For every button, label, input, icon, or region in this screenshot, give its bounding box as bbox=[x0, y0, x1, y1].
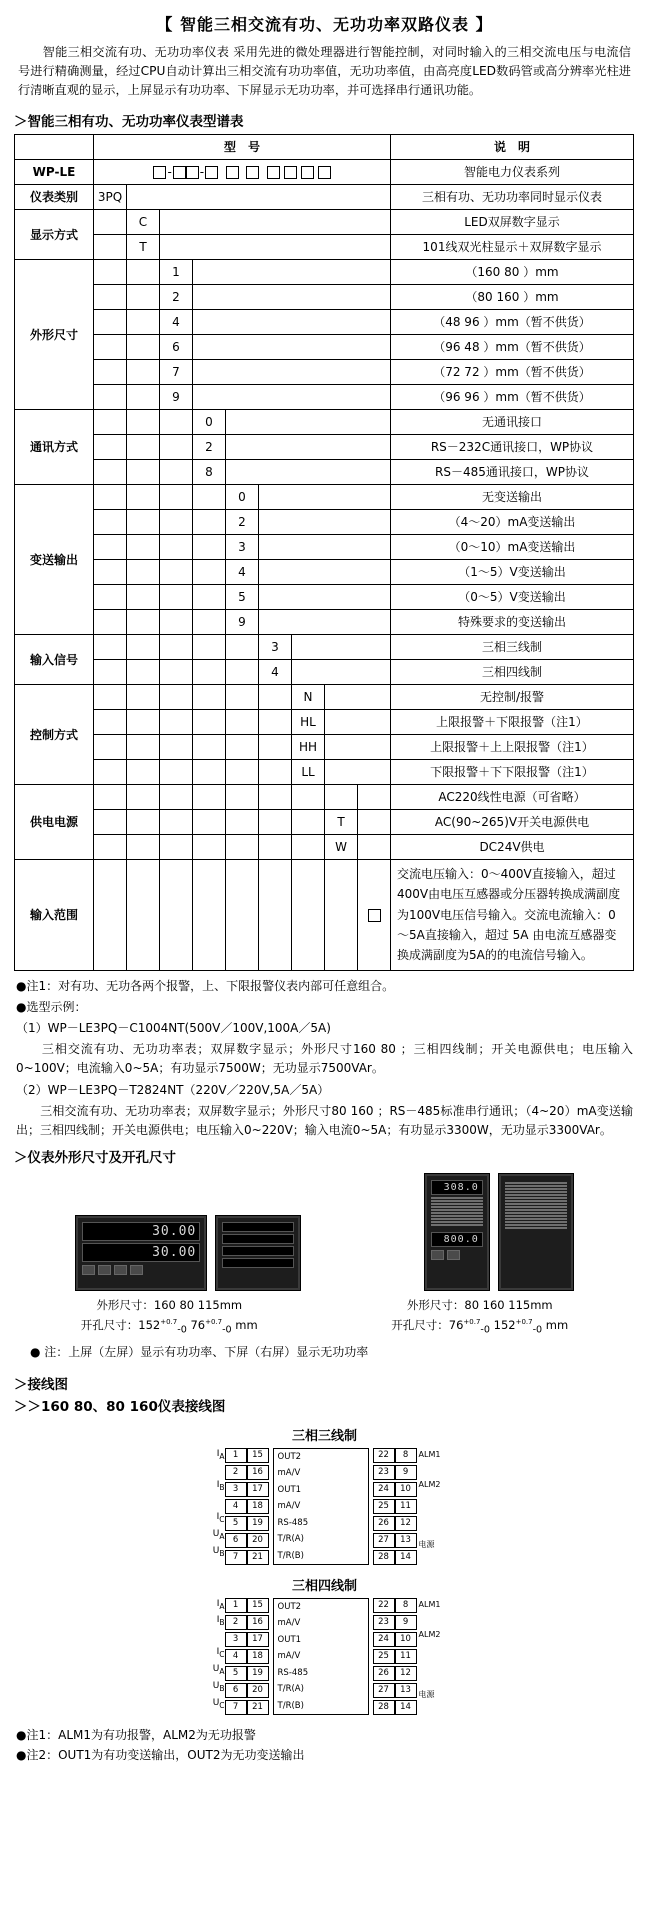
table-header-row bbox=[15, 134, 634, 159]
terminal: 2 bbox=[225, 1615, 247, 1630]
table-row bbox=[15, 509, 634, 534]
terminal-col-1 bbox=[225, 1598, 247, 1715]
table-row bbox=[15, 434, 634, 459]
table-row bbox=[15, 659, 634, 684]
ma-v-label-2: mA/V bbox=[277, 1651, 301, 1662]
row-desc: RS－485通讯接口，WP协议 bbox=[391, 459, 634, 484]
terminal: 13 bbox=[395, 1533, 417, 1548]
row-desc: （4～20）mA变送输出 bbox=[391, 509, 634, 534]
terminal: 26 bbox=[373, 1666, 395, 1681]
terminal: 10 bbox=[395, 1632, 417, 1647]
row-code: 4 bbox=[259, 659, 292, 684]
terminal: 6 bbox=[225, 1533, 247, 1548]
terminal: 23 bbox=[373, 1615, 395, 1630]
rs485-label: RS-485 bbox=[277, 1667, 309, 1678]
row-code: 3 bbox=[259, 634, 292, 659]
terminal: 22 bbox=[373, 1448, 395, 1463]
row-code bbox=[358, 859, 391, 970]
right-caption-col bbox=[417, 1448, 441, 1565]
row-desc: 特殊要求的变送输出 bbox=[391, 609, 634, 634]
out2-label: OUT2 bbox=[277, 1601, 302, 1612]
row-desc: （80 160 ）mm bbox=[391, 284, 634, 309]
row-label: 变送输出 bbox=[15, 484, 94, 634]
row-label: 仪表类别 bbox=[15, 184, 94, 209]
row-label: 通讯方式 bbox=[15, 409, 94, 484]
blank-cap bbox=[417, 1463, 441, 1476]
terminal-caption: $U_B$ bbox=[212, 1545, 225, 1558]
terminal-strip bbox=[222, 1222, 294, 1232]
meter-rear-view bbox=[216, 1216, 300, 1290]
tr-a-label: T/R(A) bbox=[277, 1534, 304, 1545]
terminal: 27 bbox=[373, 1533, 395, 1548]
row-code: 8 bbox=[193, 459, 226, 484]
terminal: 16 bbox=[247, 1615, 269, 1630]
terminal-col-3 bbox=[373, 1598, 395, 1715]
table-row bbox=[15, 384, 634, 409]
lcd-bottom: 30.00 bbox=[82, 1243, 200, 1262]
terminal: 20 bbox=[247, 1533, 269, 1548]
terminal: 5 bbox=[225, 1516, 247, 1531]
panel-button bbox=[130, 1265, 143, 1275]
row-code: 9 bbox=[226, 609, 259, 634]
row-desc: （96 48 ）mm（暂不供货） bbox=[391, 334, 634, 359]
left-caption-col bbox=[209, 1598, 225, 1715]
row-code: 0 bbox=[226, 484, 259, 509]
panel-button bbox=[431, 1250, 444, 1260]
terminal-caption bbox=[209, 1464, 225, 1477]
wiring-diagram-4wire bbox=[0, 1598, 649, 1715]
ma-v-label: mA/V bbox=[277, 1468, 301, 1479]
diagram-2-title: 三相四线制 bbox=[291, 1578, 357, 1594]
rs485-label: RS-485 bbox=[277, 1517, 309, 1528]
terminal: 24 bbox=[373, 1632, 395, 1647]
section-1-heading: ＞智能三相有功、无功功率仪表型谱表 bbox=[14, 113, 244, 130]
table-row bbox=[15, 259, 634, 284]
table-row bbox=[15, 359, 634, 384]
row-desc: 三相三线制 bbox=[391, 634, 634, 659]
row-desc: （160 80 ）mm bbox=[391, 259, 634, 284]
terminal: 19 bbox=[247, 1666, 269, 1681]
blank-cap bbox=[417, 1643, 441, 1656]
terminal: 13 bbox=[395, 1683, 417, 1698]
row-desc: AC(90~265)V开关电源供电 bbox=[391, 809, 634, 834]
note-line: 三相交流有功、无功功率表；双屏数字显示；外形尺寸80 160 ；RS－485标准串行通讯；（4~20）mA变送输出；三相四线制；开关电源供电；电压输入0~220V；输入电流0~5A；有功显示3300W，无功显示3300VAr。 bbox=[16, 1103, 633, 1137]
row-desc: 无通讯接口 bbox=[391, 409, 634, 434]
panel-button bbox=[82, 1265, 95, 1275]
row-code: 4 bbox=[160, 309, 193, 334]
wiring-diagram-3wire bbox=[0, 1448, 649, 1565]
row-desc: 上限报警＋上上限报警（注1） bbox=[391, 734, 634, 759]
terminal-caption: $U_C$ bbox=[212, 1697, 225, 1710]
table-row bbox=[15, 609, 634, 634]
row-desc: 下限报警＋下下限报警（注1） bbox=[391, 759, 634, 784]
row-label: WP-LE bbox=[15, 159, 94, 184]
alm2-label: ALM2 bbox=[418, 1479, 441, 1489]
note-line: （1）WP－LE3PQ－C1004NT(500V／100V,100A／5A) bbox=[16, 1021, 331, 1036]
terminal-strip bbox=[222, 1234, 294, 1244]
ma-v-label: mA/V bbox=[277, 1618, 301, 1629]
terminal: 15 bbox=[247, 1448, 269, 1463]
row-code: 3 bbox=[226, 534, 259, 559]
terminal: 27 bbox=[373, 1683, 395, 1698]
row-code: T bbox=[325, 809, 358, 834]
terminal-col-4 bbox=[395, 1598, 417, 1715]
row-label: 供电电源 bbox=[15, 784, 94, 859]
terminal-col-2 bbox=[247, 1598, 269, 1715]
terminal-caption: $I_B$ bbox=[216, 1480, 225, 1493]
final-note-line: ●注2：OUT1为有功变送输出，OUT2为无功变送输出 bbox=[16, 1748, 305, 1763]
button-row bbox=[431, 1250, 483, 1260]
row-code: 7 bbox=[160, 359, 193, 384]
module-box bbox=[273, 1448, 369, 1565]
terminal: 8 bbox=[395, 1598, 417, 1613]
blank-cap bbox=[417, 1613, 441, 1626]
power-label: 电源 bbox=[418, 1689, 435, 1699]
table-row bbox=[15, 409, 634, 434]
row-desc: 交流电压输入：0～400V直接输入，超过400V由电压互感器或分压器转换成满副度为100V电压信号输入。交流电流输入：0～5A直接输入，超过 5A 由电流互感器变换成满副度为5A的的电流信号输入。 bbox=[391, 859, 634, 970]
table-row bbox=[15, 209, 634, 234]
table-row bbox=[15, 459, 634, 484]
intro-text: 智能三相交流有功、无功功率仪表 采用先进的微处理器进行智能控制，对同时输入的三相交流电压与电流信号进行精确测量，经过CPU自动计算出三相交流有功功率值，无功功率值，由高亮度LED数码管或高分辨率光柱进行清晰直观的显示，上屏显示有功功率、下屏显示无功功率，并可选择串行通讯功能。 bbox=[18, 45, 631, 97]
terminal: 26 bbox=[373, 1516, 395, 1531]
row-code: 0 bbox=[193, 409, 226, 434]
terminal: 17 bbox=[247, 1482, 269, 1497]
row-code: 3PQ bbox=[94, 184, 127, 209]
terminal: 28 bbox=[373, 1550, 395, 1565]
meter-80x160 bbox=[425, 1174, 489, 1290]
table-row bbox=[15, 534, 634, 559]
bargraph-top bbox=[431, 1197, 483, 1226]
diagram-1-title: 三相三线制 bbox=[291, 1428, 357, 1444]
terminal: 16 bbox=[247, 1465, 269, 1480]
dimensions-section bbox=[14, 1174, 635, 1363]
row-code: 9 bbox=[160, 384, 193, 409]
power-label: 电源 bbox=[418, 1539, 435, 1549]
row-code: 2 bbox=[160, 284, 193, 309]
terminal-col-4 bbox=[395, 1448, 417, 1565]
terminal: 9 bbox=[395, 1465, 417, 1480]
row-code: W bbox=[325, 834, 358, 859]
terminal: 3 bbox=[225, 1482, 247, 1497]
blank-cap bbox=[417, 1493, 441, 1506]
terminal: 24 bbox=[373, 1482, 395, 1497]
row-desc: 上限报警＋下限报警（注1） bbox=[391, 709, 634, 734]
lcd-top: 308.0 bbox=[431, 1180, 483, 1195]
terminal: 7 bbox=[225, 1550, 247, 1565]
row-code: C bbox=[127, 209, 160, 234]
terminal-strip bbox=[222, 1258, 294, 1268]
table-row bbox=[15, 309, 634, 334]
terminal: 4 bbox=[225, 1499, 247, 1514]
note-line: ●注1：对有功、无功各两个报警，上、下限报警仪表内部可任意组合。 bbox=[16, 978, 395, 993]
note-line: 三相交流有功、无功功率表；双屏数字显示；外形尺寸160 80 ；三相四线制；开关电源供电；电压输入0~100V；电流输入0~5A；有功显示7500W；无功显示7500VAr。 bbox=[16, 1042, 633, 1076]
terminal: 19 bbox=[247, 1516, 269, 1531]
section-2-heading: ＞仪表外形尺寸及开孔尺寸 bbox=[14, 1150, 176, 1167]
terminal-caption: $I_B$ bbox=[216, 1615, 225, 1628]
dimension-captions bbox=[14, 1296, 635, 1338]
button-row bbox=[82, 1265, 200, 1275]
terminal: 18 bbox=[247, 1499, 269, 1514]
table-row bbox=[15, 684, 634, 709]
terminal: 2 bbox=[225, 1465, 247, 1480]
terminal-rows bbox=[505, 1182, 567, 1229]
note-line: ●选型示例： bbox=[16, 999, 87, 1014]
panel-button bbox=[447, 1250, 460, 1260]
terminal-caption: $I_C$ bbox=[216, 1512, 225, 1525]
row-desc: AC220线性电源（可省略） bbox=[391, 784, 634, 809]
table-row bbox=[15, 484, 634, 509]
terminal: 15 bbox=[247, 1598, 269, 1613]
row-desc: RS－232C通讯接口，WP协议 bbox=[391, 434, 634, 459]
right-outline-dim: 外形尺寸：80 160 115mm bbox=[406, 1298, 553, 1313]
table-row bbox=[15, 284, 634, 309]
final-notes bbox=[16, 1725, 633, 1766]
row-desc: （96 96 ）mm（暂不供货） bbox=[391, 384, 634, 409]
terminal: 17 bbox=[247, 1632, 269, 1647]
row-label: 输入范围 bbox=[15, 859, 94, 970]
terminal: 1 bbox=[225, 1448, 247, 1463]
table-row bbox=[15, 834, 634, 859]
spec-table bbox=[14, 134, 634, 971]
terminal: 9 bbox=[395, 1615, 417, 1630]
table-row bbox=[15, 759, 634, 784]
terminal: 22 bbox=[373, 1598, 395, 1613]
terminal: 14 bbox=[395, 1550, 417, 1565]
terminal-caption: $U_A$ bbox=[212, 1664, 225, 1676]
device-photo-row bbox=[14, 1174, 635, 1290]
terminal: 5 bbox=[225, 1666, 247, 1681]
terminal-caption: $I_A$ bbox=[216, 1448, 225, 1461]
row-code: 4 bbox=[226, 559, 259, 584]
row-code: LL bbox=[292, 759, 325, 784]
note-line: （2）WP－LE3PQ－T2824NT（220V／220V,5A／5A） bbox=[16, 1082, 330, 1097]
intro-paragraph bbox=[18, 43, 631, 100]
table-row bbox=[15, 584, 634, 609]
row-desc: 智能电力仪表系列 bbox=[391, 159, 634, 184]
row-label: 输入信号 bbox=[15, 634, 94, 684]
row-code: 5 bbox=[226, 584, 259, 609]
row-desc: 无控制/报警 bbox=[391, 684, 634, 709]
horizontal-meter-group bbox=[76, 1216, 300, 1290]
terminal-caption: $U_B$ bbox=[212, 1680, 225, 1693]
table-row bbox=[15, 859, 634, 970]
terminal-col-3 bbox=[373, 1448, 395, 1565]
terminal-caption: $I_C$ bbox=[216, 1647, 225, 1660]
row-label: 显示方式 bbox=[15, 209, 94, 259]
row-desc: 三相有功、无功功率同时显示仪表 bbox=[391, 184, 634, 209]
table-row bbox=[15, 184, 634, 209]
terminal: 1 bbox=[225, 1598, 247, 1613]
table-row bbox=[15, 234, 634, 259]
terminal: 21 bbox=[247, 1700, 269, 1715]
row-code: 6 bbox=[160, 334, 193, 359]
terminal: 7 bbox=[225, 1700, 247, 1715]
meter-160x80 bbox=[76, 1216, 206, 1290]
row-code bbox=[325, 784, 358, 809]
table-row bbox=[15, 709, 634, 734]
model-boxes: - - bbox=[94, 159, 391, 184]
vertical-meter-group bbox=[425, 1174, 573, 1290]
row-desc: 三相四线制 bbox=[391, 659, 634, 684]
table-row bbox=[15, 634, 634, 659]
row-code: T bbox=[127, 234, 160, 259]
row-code: 2 bbox=[226, 509, 259, 534]
terminal: 14 bbox=[395, 1700, 417, 1715]
terminal-col-2 bbox=[247, 1448, 269, 1565]
terminal-caption bbox=[209, 1631, 225, 1644]
table-row bbox=[15, 559, 634, 584]
alm2-label: ALM2 bbox=[418, 1629, 441, 1639]
blank-cap bbox=[417, 1508, 441, 1521]
terminal: 4 bbox=[225, 1649, 247, 1664]
row-desc: LED双屏数字显示 bbox=[391, 209, 634, 234]
right-hole-dim: 开孔尺寸：$76^{+0.7}_{-0}$ $152^{+0.7}_{-0}$ mm bbox=[391, 1317, 569, 1336]
ma-v-label-2: mA/V bbox=[277, 1501, 301, 1512]
terminal: 11 bbox=[395, 1499, 417, 1514]
tr-b-label: T/R(B) bbox=[277, 1550, 304, 1561]
section-3-heading: ＞接线图 bbox=[14, 1376, 68, 1393]
row-code: 2 bbox=[193, 434, 226, 459]
row-desc: （0～5）V变送输出 bbox=[391, 584, 634, 609]
terminal: 12 bbox=[395, 1666, 417, 1681]
blank-cap bbox=[417, 1523, 441, 1536]
row-code: 1 bbox=[160, 259, 193, 284]
panel-button bbox=[114, 1265, 127, 1275]
table-row bbox=[15, 784, 634, 809]
section-3-subheading: ＞＞160 80、80 160仪表接线图 bbox=[14, 1398, 226, 1415]
terminal: 8 bbox=[395, 1448, 417, 1463]
terminal: 21 bbox=[247, 1550, 269, 1565]
terminal: 3 bbox=[225, 1632, 247, 1647]
row-desc: （0～10）mA变送输出 bbox=[391, 534, 634, 559]
blank-cap bbox=[417, 1658, 441, 1671]
left-caption-col bbox=[209, 1448, 225, 1565]
terminal: 28 bbox=[373, 1700, 395, 1715]
terminal-caption bbox=[209, 1496, 225, 1509]
blank-cap bbox=[417, 1673, 441, 1686]
table-row bbox=[15, 159, 634, 184]
tr-a-label: T/R(A) bbox=[277, 1684, 304, 1695]
tr-b-label: T/R(B) bbox=[277, 1700, 304, 1711]
row-desc: 101线双光柱显示＋双屏数字显示 bbox=[391, 234, 634, 259]
model-header: 型 号 bbox=[94, 134, 391, 159]
device-note: ● 注：上屏（左屏）显示有功功率、下屏（右屏）显示无功功率 bbox=[30, 1345, 369, 1360]
terminal: 25 bbox=[373, 1499, 395, 1514]
terminal-caption: $U_A$ bbox=[212, 1529, 225, 1541]
module-box bbox=[273, 1598, 369, 1715]
terminal: 18 bbox=[247, 1649, 269, 1664]
row-desc: （1～5）V变送输出 bbox=[391, 559, 634, 584]
left-hole-dim: 开孔尺寸：$152^{+0.7}_{-0}$ $76^{+0.7}_{-0}$ mm bbox=[80, 1317, 258, 1336]
terminal: 23 bbox=[373, 1465, 395, 1480]
terminal-strip bbox=[222, 1246, 294, 1256]
right-caption-col bbox=[417, 1598, 441, 1715]
out1-label: OUT1 bbox=[277, 1634, 302, 1645]
alm1-label: ALM1 bbox=[418, 1449, 441, 1459]
lcd-top: 30.00 bbox=[82, 1222, 200, 1241]
lcd-bottom: 800.0 bbox=[431, 1232, 483, 1247]
row-code: HH bbox=[292, 734, 325, 759]
terminal-caption: $I_A$ bbox=[216, 1598, 225, 1611]
row-label: 外形尺寸 bbox=[15, 259, 94, 409]
terminal: 20 bbox=[247, 1683, 269, 1698]
table-row bbox=[15, 809, 634, 834]
terminal: 12 bbox=[395, 1516, 417, 1531]
out1-label: OUT1 bbox=[277, 1484, 302, 1495]
row-spacer bbox=[127, 184, 391, 209]
row-code: N bbox=[292, 684, 325, 709]
terminal: 6 bbox=[225, 1683, 247, 1698]
selection-notes bbox=[16, 977, 633, 1141]
left-outline-dim: 外形尺寸：160 80 115mm bbox=[96, 1298, 243, 1313]
desc-header: 说 明 bbox=[391, 134, 634, 159]
page-title: 【 智能三相交流有功、无功功率双路仪表 】 bbox=[156, 15, 493, 34]
terminal-col-1 bbox=[225, 1448, 247, 1565]
panel-button bbox=[98, 1265, 111, 1275]
row-desc: （72 72 ）mm（暂不供货） bbox=[391, 359, 634, 384]
terminal: 10 bbox=[395, 1482, 417, 1497]
terminal: 25 bbox=[373, 1649, 395, 1664]
alm1-label: ALM1 bbox=[418, 1599, 441, 1609]
row-desc: DC24V供电 bbox=[391, 834, 634, 859]
row-desc: （48 96 ）mm（暂不供货） bbox=[391, 309, 634, 334]
table-row bbox=[15, 334, 634, 359]
final-note-line: ●注1：ALM1为有功报警，ALM2为无功报警 bbox=[16, 1727, 256, 1742]
table-row bbox=[15, 734, 634, 759]
row-desc: 无变送输出 bbox=[391, 484, 634, 509]
row-label: 控制方式 bbox=[15, 684, 94, 784]
row-code: HL bbox=[292, 709, 325, 734]
terminal: 11 bbox=[395, 1649, 417, 1664]
meter-rear-view bbox=[499, 1174, 573, 1290]
out2-label: OUT2 bbox=[277, 1451, 302, 1462]
